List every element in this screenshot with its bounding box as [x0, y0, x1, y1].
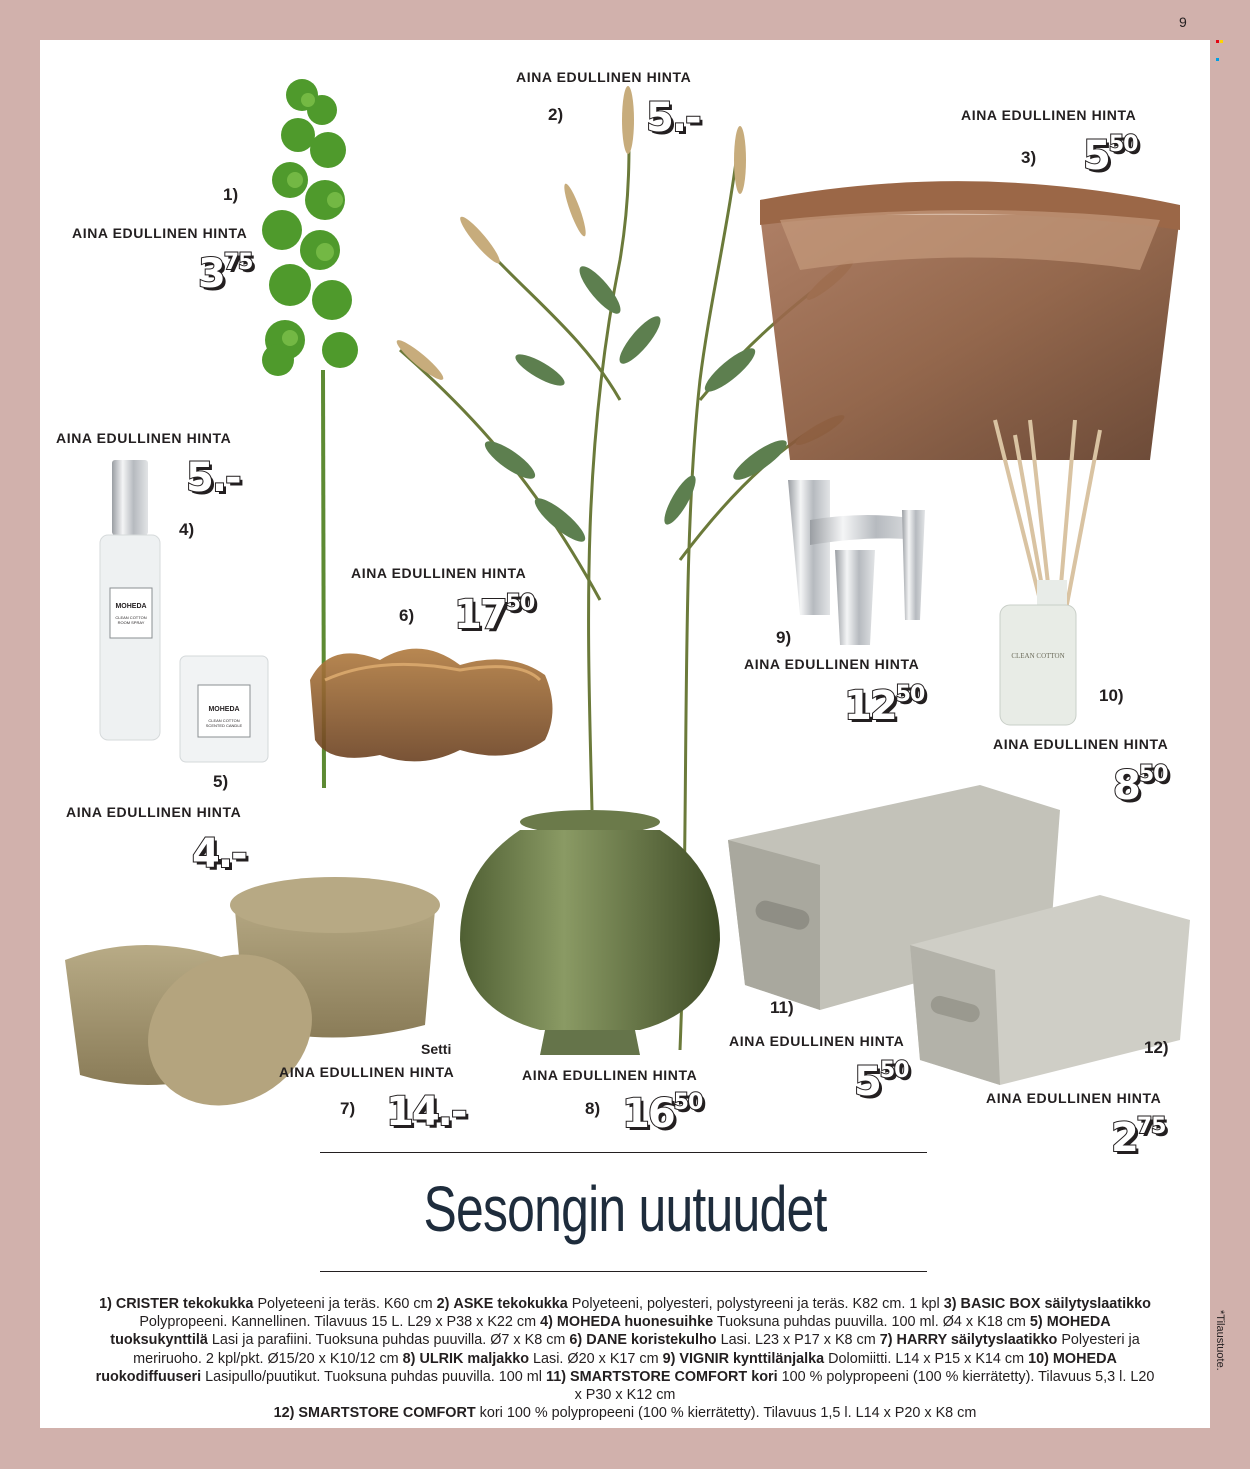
desc-6-text: Lasi. L23 x P17 x K8 cm: [720, 1332, 876, 1349]
desc-12-text: kori 100 % polypropeeni (100 % kierrätetty). Tilavuus 1,5 l. L14 x P20 x K8 cm: [479, 1405, 977, 1422]
desc-8-name: ULRIK maljakko: [419, 1350, 530, 1367]
offer-6-number: 6): [399, 606, 415, 625]
desc-4-text: Tuoksuna puhdas puuvilla. 100 ml. Ø4 x K18 cm: [716, 1314, 1026, 1331]
candle-brand: MOHEDA: [208, 706, 240, 713]
desc-3-num: 3): [943, 1296, 957, 1312]
desc-2-text: Polyeteeni, polyesteri, polystyreeni ja teräs. K82 cm. 1 kpl: [571, 1296, 940, 1312]
offer-1-number: 1): [223, 185, 239, 204]
offer-10-label: AINA EDULLINEN HINTA: [993, 736, 1169, 752]
offer-8-number: 8): [585, 1099, 601, 1118]
desc-2-name: ASKE tekokukka: [453, 1296, 568, 1312]
offer-8-label: AINA EDULLINEN HINTA: [522, 1067, 698, 1083]
desc-4-name: MOHEDA huonesuihke: [556, 1314, 714, 1331]
offer-6-label: AINA EDULLINEN HINTA: [351, 565, 527, 581]
desc-2-num: 2): [436, 1296, 450, 1312]
offer-7-number: 7): [340, 1099, 356, 1118]
title-rule-bottom: [320, 1271, 927, 1272]
offer-7-label: AINA EDULLINEN HINTA: [279, 1064, 455, 1080]
page-title: Sesongin uutuudet: [423, 1173, 827, 1245]
spray-brand: MOHEDA: [115, 603, 147, 610]
storage-box-3: [760, 181, 1180, 460]
offer-9-label: AINA EDULLINEN HINTA: [744, 656, 920, 672]
offer-2-label: AINA EDULLINEN HINTA: [516, 69, 692, 85]
glass-bowl-6: [310, 649, 553, 762]
desc-6-name: DANE koristekulho: [586, 1332, 717, 1349]
desc-5-num: 5): [1029, 1314, 1043, 1331]
desc-5-text: Lasi ja parafiini. Tuoksuna puhdas puuvilla. Ø7 x K8 cm: [211, 1332, 566, 1349]
offer-4-label: AINA EDULLINEN HINTA: [56, 430, 232, 446]
desc-7-name: HARRY säilytyslaatikko: [896, 1332, 1058, 1349]
offer-11-number: 11): [770, 998, 794, 1017]
offer-9-number: 9): [776, 628, 792, 647]
desc-12-name: SMARTSTORE COMFORT: [298, 1405, 476, 1422]
desc-1-text: Polyeteeni ja teräs. K60 cm: [257, 1296, 433, 1312]
candle-holder-9: [788, 480, 925, 645]
offer-5-label: AINA EDULLINEN HINTA: [66, 804, 242, 820]
desc-9-text: Dolomiitti. L14 x P15 x K14 cm: [828, 1350, 1025, 1367]
offer-12-price: $2^{75}$: [1111, 1114, 1166, 1161]
desc-12-num: 12): [273, 1405, 295, 1422]
desc-11-num: 11): [545, 1368, 566, 1385]
offer-12-label: AINA EDULLINEN HINTA: [986, 1090, 1162, 1106]
product-illustrations: [40, 40, 1210, 1150]
offer-2-number: 2): [548, 105, 564, 124]
desc-10-name: MOHEDA ruokodiffuuseri: [95, 1350, 1117, 1385]
offer-11-price: $5^{50}$: [854, 1058, 909, 1105]
offer-2-price: 5.-: [646, 95, 700, 141]
desc-1-name: CRISTER tekokukka: [115, 1296, 254, 1312]
offer-5-number: 5): [213, 772, 229, 791]
product-descriptions: [95, 1295, 1155, 1422]
offer-3-label: AINA EDULLINEN HINTA: [961, 107, 1137, 123]
grass-leaves: [480, 261, 791, 547]
title-rule-top: [320, 1152, 927, 1153]
desc-4-num: 4): [540, 1314, 553, 1331]
offer-9-price: $12^{50}$: [844, 682, 925, 729]
desc-3-name: BASIC BOX säilytyslaatikko: [960, 1296, 1151, 1312]
offer-1-label: AINA EDULLINEN HINTA: [72, 225, 248, 241]
desc-5-name: MOHEDA tuoksukynttilä: [110, 1314, 1111, 1349]
desc-10-text: Lasipullo/puutikut. Tuoksuna puhdas puuvilla. 100 ml: [205, 1368, 542, 1385]
offer-4-number: 4): [179, 520, 195, 539]
desc-10-num: 10): [1028, 1350, 1049, 1367]
offer-7-note: Setti: [421, 1041, 452, 1057]
desc-7-num: 7): [879, 1332, 893, 1349]
page-number: 9: [1179, 14, 1187, 30]
offer-1-price: $3^{75}$: [198, 250, 253, 297]
offer-11-label: AINA EDULLINEN HINTA: [729, 1033, 905, 1049]
spray-subtitle: CLEAN COTTON ROOM SPRAY: [115, 615, 147, 625]
desc-3-text: Polypropeeni. Kannellinen. Tilavuus 15 L. L29 x P38 x K22 cm: [139, 1314, 537, 1331]
offer-3-price: $5^{50}$: [1083, 132, 1138, 179]
offer-5-price: 4.-: [192, 831, 246, 877]
offer-3-number: 3): [1021, 148, 1037, 167]
offer-10-number: 10): [1099, 686, 1124, 705]
offer-6-price: $17^{50}$: [454, 591, 535, 638]
candle-subtitle: CLEAN COTTON SCENTED CANDLE: [205, 718, 243, 728]
offer-4-price: 5.-: [186, 455, 240, 501]
diffuser-label: CLEAN COTTON: [1011, 652, 1065, 660]
order-item-note: *Tilaustuote.: [1214, 1310, 1226, 1371]
desc-9-num: 9): [662, 1350, 676, 1367]
offer-12-number: 12): [1144, 1038, 1169, 1057]
offer-10-price: $8^{50}$: [1113, 762, 1168, 809]
catalog-sheet: [40, 40, 1210, 1428]
offer-8-price: $16^{50}$: [622, 1090, 703, 1137]
desc-1-num: 1): [99, 1296, 112, 1312]
desc-8-num: 8): [402, 1350, 416, 1367]
offer-7-price: 14.-: [386, 1089, 466, 1135]
seagrass-baskets-7: [65, 877, 440, 1135]
desc-11-name: SMARTSTORE COMFORT kori: [570, 1368, 778, 1385]
desc-9-name: VIGNIR kynttilänjalka: [679, 1350, 825, 1367]
desc-6-num: 6): [569, 1332, 583, 1349]
desc-7-text: Polyesteri ja meriruoho. 2 kpl/pkt. Ø15/20 x K10/12 cm: [133, 1332, 1140, 1367]
color-marks: [1216, 30, 1226, 36]
desc-11-text: 100 % polypropeeni (100 % kierrätetty). Tilavuus 5,3 l. L20 x P30 x K12 cm: [574, 1368, 1155, 1404]
room-spray-4: [100, 460, 160, 740]
desc-8-text: Lasi. Ø20 x K17 cm: [533, 1350, 659, 1367]
